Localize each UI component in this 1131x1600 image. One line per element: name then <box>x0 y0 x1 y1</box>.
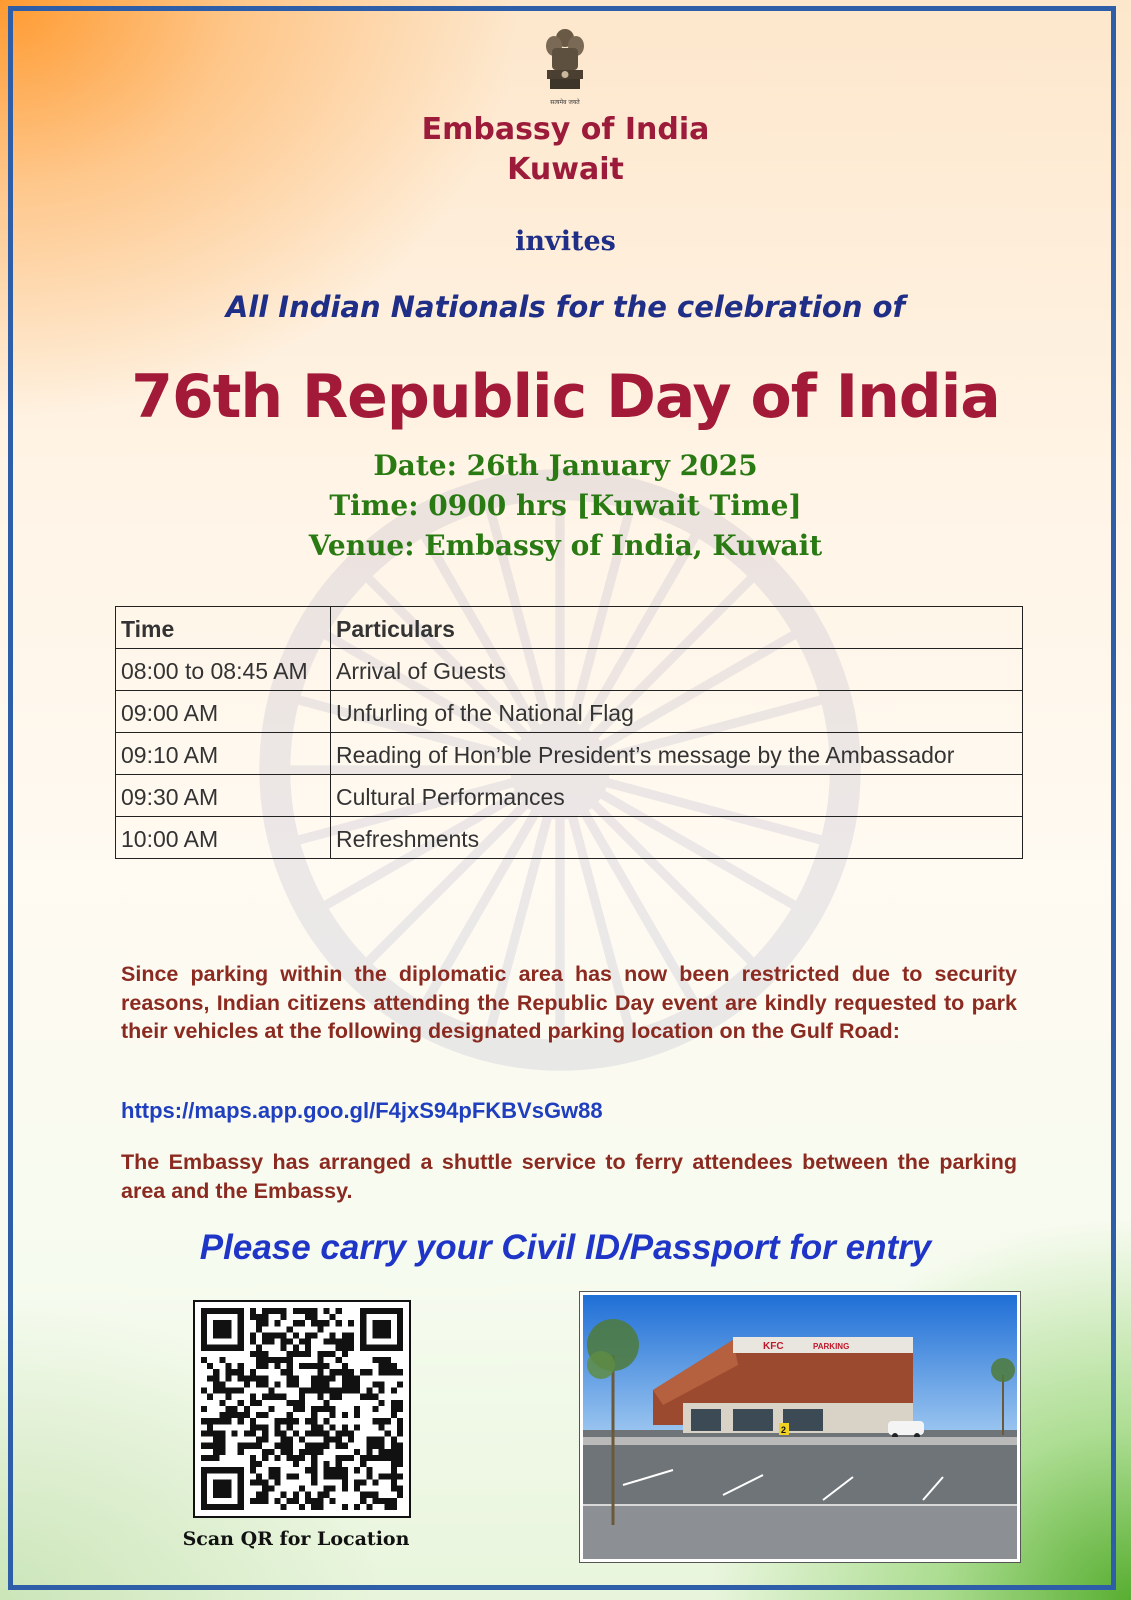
table-row <box>116 733 1023 775</box>
location-qr-code[interactable] <box>193 1300 411 1518</box>
event-time: Time: 0900 hrs [Kuwait Time] <box>329 489 802 522</box>
schedule-table <box>115 606 1023 859</box>
photo-sign-kfc: KFC <box>763 1341 784 1352</box>
row-particular: Refreshments <box>331 817 1023 859</box>
parking-building-image <box>583 1295 1017 1559</box>
col-header-time: Time <box>116 607 331 649</box>
event-date: Date: 26th January 2025 <box>373 449 758 482</box>
row-particular: Arrival of Guests <box>331 649 1023 691</box>
row-time: 10:00 AM <box>116 817 331 859</box>
national-emblem <box>538 26 592 106</box>
event-venue: Venue: Embassy of India, Kuwait <box>308 529 823 562</box>
parking-location-photo <box>580 1292 1020 1562</box>
map-link[interactable]: https://maps.app.goo.gl/F4jxS94pFKBVsGw88 <box>121 1098 603 1123</box>
event-details <box>0 446 1131 566</box>
lion-capital-icon <box>538 26 592 94</box>
row-time: 09:10 AM <box>116 733 331 775</box>
qr-caption: Scan QR for Location <box>182 1528 410 1550</box>
photo-sign-parking: PARKING <box>813 1342 850 1351</box>
row-time: 09:00 AM <box>116 691 331 733</box>
embassy-name <box>0 110 1131 190</box>
col-header-particulars: Particulars <box>331 607 1023 649</box>
row-particular: Unfurling of the National Flag <box>331 691 1023 733</box>
shuttle-notice: The Embassy has arranged a shuttle service to ferry attendees between the parking area and the Embassy. <box>121 1150 1017 1203</box>
row-particular: Cultural Performances <box>331 775 1023 817</box>
event-title: 76th Republic Day of India <box>131 362 1000 432</box>
embassy-name-line2: Kuwait <box>507 152 624 187</box>
row-time: 09:30 AM <box>116 775 331 817</box>
invites-text: invites <box>515 226 616 257</box>
table-row <box>116 649 1023 691</box>
embassy-name-line1: Embassy of India <box>421 112 710 147</box>
audience-text: All Indian Nationals for the celebration of <box>225 290 906 324</box>
table-row <box>116 691 1023 733</box>
parking-notice: Since parking within the diplomatic area has now been restricted due to security reasons, Indian citizens attending the Republic Day event are kindly requested to park their vehicles at the following designated parking location on the Gulf Road: <box>121 962 1017 1043</box>
emblem-motto: सत्यमेव जयते <box>550 99 580 106</box>
schedule-header-row <box>116 607 1023 649</box>
row-time: 08:00 to 08:45 AM <box>116 649 331 691</box>
qr-code-icon <box>201 1308 403 1510</box>
row-particular: Reading of Hon’ble President’s message by the Ambassador <box>331 733 1023 775</box>
photo-sign-number: 2 <box>781 1425 787 1435</box>
carry-id-notice: Please carry your Civil ID/Passport for entry <box>199 1228 932 1267</box>
table-row <box>116 817 1023 859</box>
table-row <box>116 775 1023 817</box>
